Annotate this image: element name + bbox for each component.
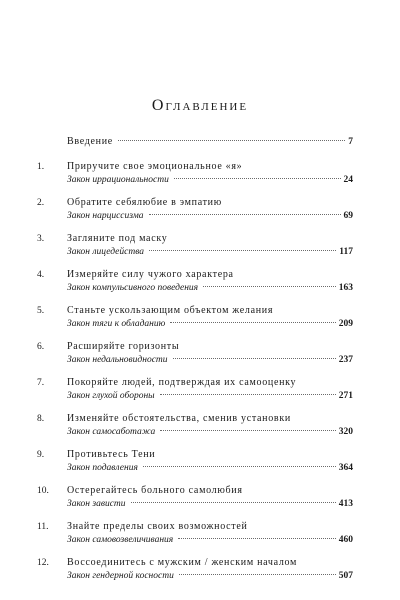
toc-entry [37, 341, 353, 367]
page-number: 507 [338, 571, 353, 581]
toc-row [67, 210, 353, 223]
law-title: Закон нарциссизма [67, 211, 144, 221]
toc-entry [37, 305, 353, 331]
page-number: 163 [338, 283, 353, 293]
page-number: 364 [338, 463, 353, 473]
law-title: Закон гендерной косности [67, 571, 174, 581]
chapter-title: Загляните под маску [67, 233, 168, 244]
chapter-title: Остерегайтесь больного самолюбия [67, 485, 243, 496]
toc-row [67, 570, 353, 583]
law-title: Закон компульсивного поведения [67, 283, 199, 293]
toc-row [67, 174, 353, 187]
chapter-number: 2. [37, 198, 45, 208]
page-number: 24 [343, 175, 353, 185]
law-title: Закон иррациональности [67, 175, 169, 185]
dot-leader [149, 214, 341, 215]
chapter-title: Противьтесь Тени [67, 449, 156, 460]
page-number: 271 [338, 391, 353, 401]
toc-row [67, 282, 353, 295]
chapter-number: 6. [37, 342, 45, 352]
toc-entry [37, 449, 353, 475]
law-title: Закон зависти [67, 499, 126, 509]
chapter-number: 8. [37, 414, 45, 424]
chapter-number: 3. [37, 234, 45, 244]
intro-title: Введение [67, 136, 113, 147]
toc-entry [37, 377, 353, 403]
page-number: 209 [338, 319, 353, 329]
page-number: 320 [338, 427, 353, 437]
page-number: 413 [338, 499, 353, 509]
law-title: Закон лицедейства [67, 247, 145, 257]
chapter-title: Изменяйте обстоятельства, сменив установки [67, 413, 291, 424]
toc-entry [37, 413, 353, 439]
chapter-number: 11. [37, 522, 49, 532]
dot-leader [160, 394, 336, 395]
page-number: 69 [343, 211, 353, 221]
dot-leader [179, 574, 336, 575]
toc-entry [37, 197, 353, 223]
dot-leader [178, 538, 336, 539]
toc-row [67, 390, 353, 403]
dot-leader [131, 502, 336, 503]
chapter-number: 1. [37, 162, 45, 172]
dot-leader [149, 250, 336, 251]
toc-row [67, 462, 353, 475]
page-number: 7 [348, 137, 353, 147]
toc-row [67, 354, 353, 367]
chapter-title: Обратите себялюбие в эмпатию [67, 197, 222, 208]
chapter-title: Измеряйте силу чужого характера [67, 269, 234, 280]
law-title: Закон самовозвеличивания [67, 535, 174, 545]
page-number: 460 [338, 535, 353, 545]
page-number: 117 [339, 247, 353, 257]
dot-leader [170, 322, 335, 323]
toc-entry [37, 161, 353, 187]
law-title: Закон тяги к обладанию [67, 319, 166, 329]
chapter-number: 10. [37, 486, 49, 496]
chapter-title: Расширяйте горизонты [67, 341, 180, 352]
chapter-title: Приручите свое эмоциональное «я» [67, 161, 243, 172]
chapter-title: Покоряйте людей, подтверждая их самооценку [67, 377, 297, 388]
page-number: 237 [338, 355, 353, 365]
toc-entry [37, 521, 353, 547]
toc-row [67, 318, 353, 331]
chapter-title: Воссоединитесь с мужским / женским началом [67, 557, 298, 568]
dot-leader [174, 178, 341, 179]
toc-row [67, 426, 353, 439]
toc-entry [37, 233, 353, 259]
page-title: Оглавление [151, 97, 249, 114]
chapter-number: 9. [37, 450, 45, 460]
dot-leader [160, 430, 336, 431]
law-title: Закон глухой обороны [67, 391, 155, 401]
dot-leader [118, 140, 345, 141]
law-title: Закон самосаботажа [67, 427, 156, 437]
toc-entry-intro [37, 135, 353, 149]
dot-leader [143, 466, 336, 467]
toc-entry [37, 485, 353, 511]
toc-row [67, 498, 353, 511]
law-title: Закон подавления [67, 463, 138, 473]
toc-entry [37, 557, 353, 583]
toc-row [67, 135, 353, 149]
toc-row [67, 246, 353, 259]
law-title: Закон недальновидности [67, 355, 168, 365]
chapter-title: Знайте пределы своих возможностей [67, 521, 248, 532]
toc-entry [37, 269, 353, 295]
chapter-number: 5. [37, 306, 45, 316]
chapter-number: 4. [37, 270, 45, 280]
chapter-number: 7. [37, 378, 45, 388]
dot-leader [203, 286, 336, 287]
chapter-title: Станьте ускользающим объектом желания [67, 305, 274, 316]
table-of-contents [37, 135, 353, 583]
chapter-number: 12. [37, 558, 49, 568]
toc-row [67, 534, 353, 547]
dot-leader [173, 358, 336, 359]
